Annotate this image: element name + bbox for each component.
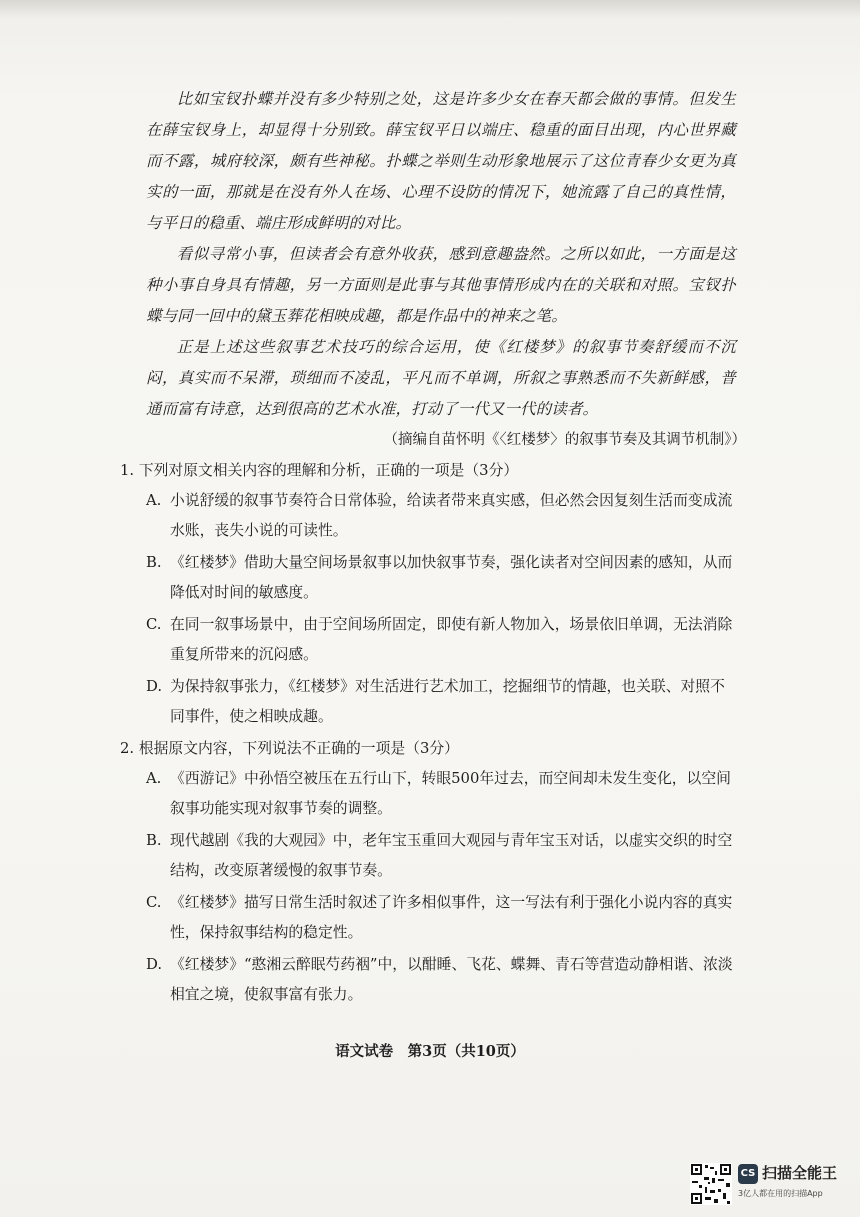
option-text: 在同一叙事场景中，由于空间场所固定，即使有新人物加入，场景依旧单调，无法消除重复所带来的沉闷感。 (170, 616, 733, 663)
option-text: 《红楼梦》借助大量空间场景叙事以加快叙事节奏，强化读者对空间因素的感知，从而降低对时间的敏感度。 (170, 554, 733, 601)
passage-paragraph-2: 看似寻常小事，但读者会有意外收获，感到意趣盎然。之所以如此，一方面是这种小事自身具有情趣，另一方面则是此事与其他事情形成内在的关联和对照。宝钗扑蝶与同一回中的黛玉葬花相映成趣，都是作品中的神来之笔。 (146, 245, 736, 325)
question-1 (120, 456, 736, 732)
cs-logo-icon: CS (738, 1164, 758, 1184)
option-d (146, 950, 736, 1010)
option-b (146, 826, 736, 886)
passage-paragraph-1: 比如宝钗扑蝶并没有多少特别之处，这是许多少女在春天都会做的事情。但发生在薛宝钗身上，却显得十分别致。薛宝钗平日以端庄、稳重的面目出现，内心世界藏而不露，城府较深，颇有些神秘。扑蝶之举则生动形象地展示了这位青春少女更为真实的一面，那就是在没有外人在场、心理不设防的情况下，她流露了自己的真性情，与平日的稳重、端庄形成鲜明的对比。 (146, 90, 736, 232)
scan-top-shadow (0, 0, 860, 18)
option-text: 《西游记》中孙悟空被压在五行山下，转眼500年过去，而空间却未发生变化，以空间叙事功能实现对叙事节奏的调整。 (170, 770, 731, 817)
qr-code-icon (690, 1163, 732, 1205)
option-letter: A. (146, 770, 162, 787)
scanner-watermark (738, 1162, 848, 1208)
question-2 (120, 734, 736, 1010)
watermark-app-name: 扫描全能王 (762, 1164, 838, 1182)
watermark-tagline: 3亿人都在用的扫描App (738, 1189, 823, 1198)
option-letter: B. (146, 832, 162, 849)
question-stem: 2. 根据原文内容，下列说法不正确的一项是（3分） (120, 740, 459, 757)
option-a (146, 486, 736, 546)
option-letter: D. (146, 956, 163, 973)
option-c (146, 888, 736, 948)
option-letter: C. (146, 616, 162, 633)
option-text: 现代越剧《我的大观园》中，老年宝玉重回大观园与青年宝玉对话，以虚实交织的时空结构，改变原著缓慢的叙事节奏。 (170, 832, 733, 879)
option-d (146, 672, 736, 732)
option-letter: B. (146, 554, 162, 571)
option-c (146, 610, 736, 670)
passage-paragraph-3: 正是上述这些叙事艺术技巧的综合运用，使《红楼梦》的叙事节奏舒缓而不沉闷，真实而不呆滞，琐细而不凌乱，平凡而不单调，所叙之事熟悉而不失新鲜感，普通而富有诗意，达到很高的艺术水准，打动了一代又一代的读者。 (146, 338, 736, 418)
option-text: 《红楼梦》描写日常生活时叙述了许多相似事件，这一写法有利于强化小说内容的真实性，保持叙事结构的稳定性。 (170, 894, 733, 941)
option-b (146, 548, 736, 608)
passage-source: （摘编自苗怀明《〈红楼梦〉的叙事节奏及其调节机制》） (383, 432, 746, 448)
option-letter: C. (146, 894, 162, 911)
option-text: 为保持叙事张力，《红楼梦》对生活进行艺术加工，挖掘细节的情趣，也关联、对照不同事件，使之相映成趣。 (170, 678, 725, 725)
document-body (120, 84, 746, 1012)
page-footer: 语文试卷 第3页（共10页） (335, 1043, 525, 1060)
option-text: 《红楼梦》“憨湘云醉眠芍药裀”中，以酣睡、飞花、蝶舞、青石等营造动静相谐、浓淡相宜之境，使叙事富有张力。 (170, 956, 733, 1003)
option-text: 小说舒缓的叙事节奏符合日常体验，给读者带来真实感，但必然会因复刻生活而变成流水账，丧失小说的可读性。 (170, 492, 733, 539)
option-letter: D. (146, 678, 163, 695)
question-stem: 1. 下列对原文相关内容的理解和分析，正确的一项是（3分） (120, 462, 519, 479)
option-letter: A. (146, 492, 162, 509)
option-a (146, 764, 736, 824)
